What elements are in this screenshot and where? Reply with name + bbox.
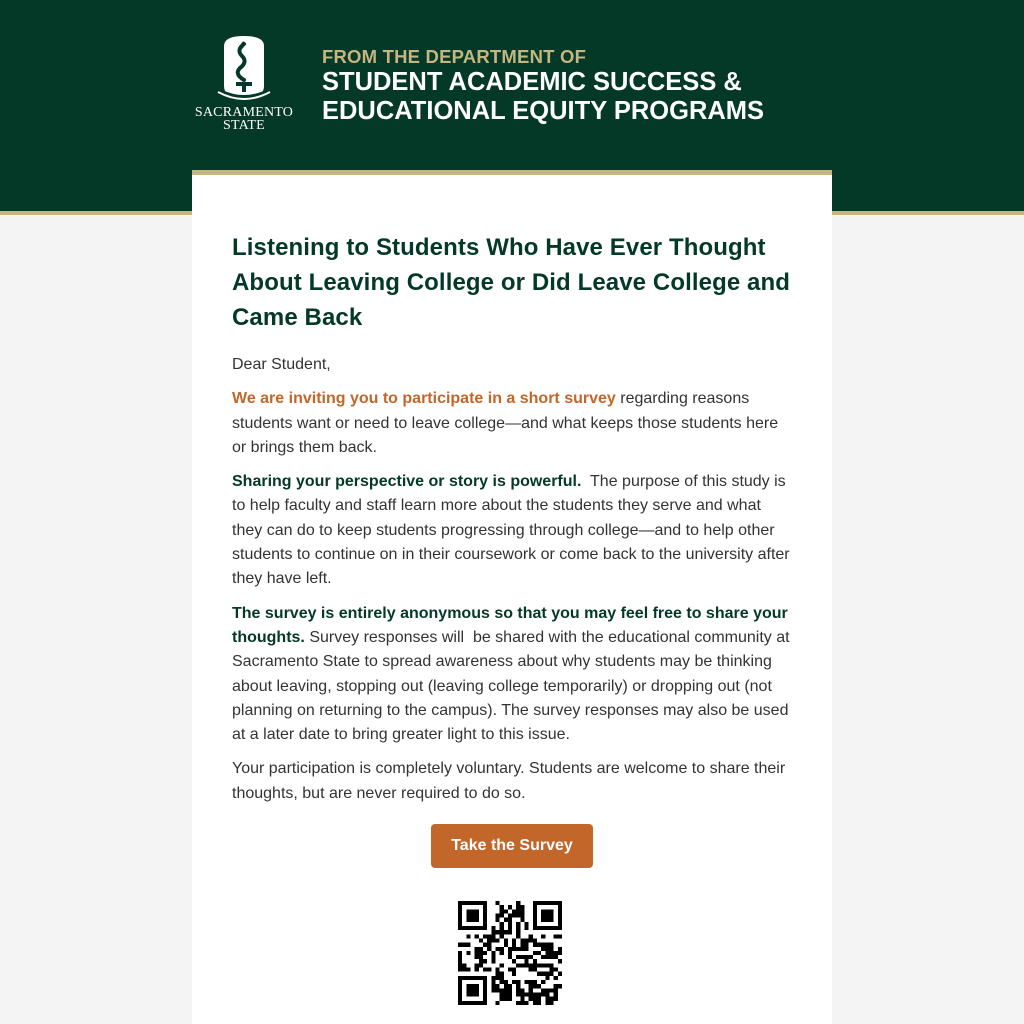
- invite-text: regarding reasons students want or need to leave college—and what keeps those students here or brings them back.: [232, 390, 779, 456]
- department-prefix: FROM THE DEPARTMENT OF: [322, 46, 587, 67]
- take-survey-button[interactable]: Take the Survey: [431, 824, 593, 868]
- logo-wordmark: [194, 106, 294, 132]
- sacramento-state-logo: [194, 36, 294, 136]
- email-title: Listening to Students Who Have Ever Thought About Leaving College or Did Leave College and Came Back: [232, 234, 791, 331]
- logo-line-1: SACRAMENTO: [194, 105, 294, 120]
- anonymity-text: Survey responses will be shared with the educational community at Sacramento State to spread awareness about why students may be thinking about leaving, stopping out (leaving college temporarily) or dropping out (not planning on returning to the campus). The survey responses may also be used at a later date to bring greater light to this issue.: [232, 628, 795, 744]
- paragraph-invite: [232, 387, 792, 460]
- hornet-torch-icon: [194, 36, 294, 104]
- anonymity-highlight: The survey is entirely anonymous so that you may feel free to share your thoughts.: [232, 604, 788, 646]
- cta-wrapper: [232, 824, 792, 868]
- department-name-line-1: STUDENT ACADEMIC SUCCESS &: [322, 68, 742, 96]
- department-name-line-2: EDUCATIONAL EQUITY PROGRAMS: [322, 97, 765, 125]
- email-body: [232, 230, 795, 868]
- invite-highlight: We are inviting you to participate in a short survey: [232, 390, 616, 408]
- email-card: [192, 170, 832, 1024]
- department-name: [322, 68, 822, 126]
- greeting: Dear Student,: [232, 356, 331, 373]
- qr-code-icon[interactable]: [458, 898, 562, 1008]
- purpose-text: The purpose of this study is to help faculty and staff learn more about the students they serve and what they can do to keep students progressing through college—and to help other students to continue on in their coursework or come back to the university after they have left.: [232, 473, 795, 588]
- email-header: [192, 0, 832, 170]
- paragraph-anonymity: [232, 602, 795, 748]
- paragraph-purpose: [232, 470, 795, 591]
- purpose-highlight: Sharing your perspective or story is powerful.: [232, 473, 582, 491]
- paragraph-voluntary: Your participation is completely voluntary. Students are welcome to share their thoughts, but are never required to do so.: [232, 760, 786, 802]
- logo-line-2: STATE: [223, 118, 265, 133]
